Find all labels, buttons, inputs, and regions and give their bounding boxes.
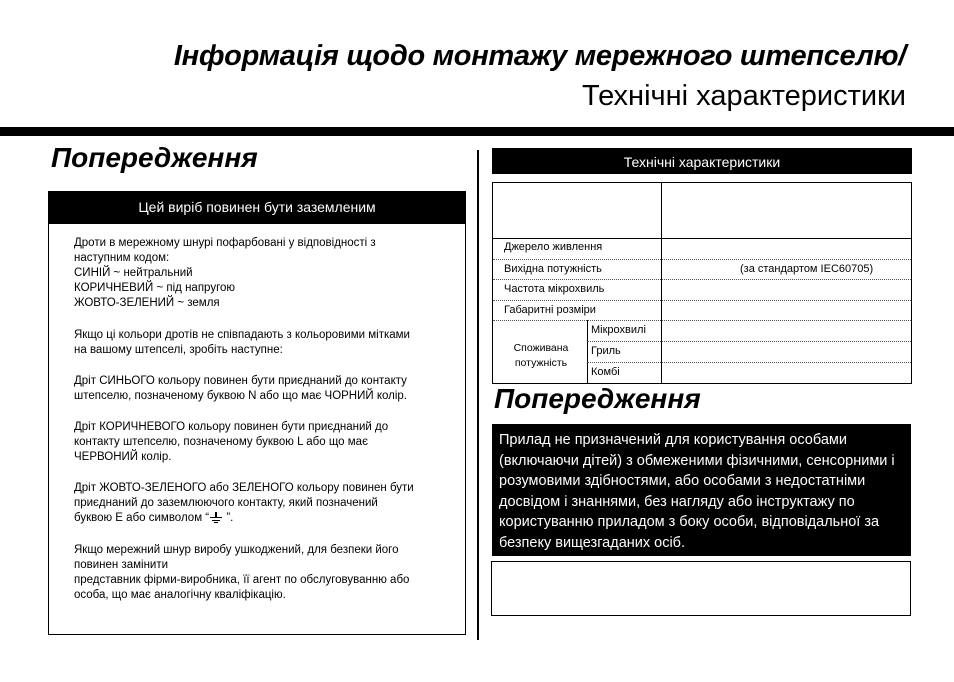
spec-label-dimensions: Габаритні розміри xyxy=(504,304,596,316)
left-warning-title: Попередження xyxy=(51,142,258,173)
spec-table xyxy=(492,182,912,384)
spec-column-divider xyxy=(661,183,662,383)
text-line: Якщо мережний шнур виробу ушкоджений, для безпеки його xyxy=(74,544,399,556)
spec-row-divider xyxy=(493,259,911,260)
page-title: Інформація щодо монтажу мережного штепселю/ xyxy=(173,40,906,72)
spec-label-frequency: Частота мікрохвиль xyxy=(504,283,605,295)
warning-text-box: Прилад не призначений для користування особами (включаючи дітей) з обмеженими фізичними, сенсорними і розумовими здібностями, або особами з недостатніми досвідом і знаннями, без нагляду або інструктажу по користуванню приладом з боку особи, відповідальної за безпеку вищезгаданих осіб. xyxy=(492,424,911,556)
text-line: контакту штепселю, позначеному буквою L або що має xyxy=(74,436,368,448)
blue-wire-paragraph xyxy=(74,374,459,404)
brown-wire-paragraph xyxy=(74,420,459,465)
text-line: ЧЕРВОНИЙ колір. xyxy=(74,451,172,463)
text-line: Якщо ці кольори дротів не співпадають з кольоровими мітками xyxy=(74,329,410,341)
text-line xyxy=(74,511,459,526)
spec-label-combi: Комбі xyxy=(591,366,620,378)
spec-label-power-source: Джерело живлення xyxy=(504,241,603,253)
text-line: СИНІЙ ~ нейтральний xyxy=(74,267,193,279)
spec-row-divider xyxy=(493,320,911,321)
text-line: повинен замінити xyxy=(74,559,169,571)
spec-label-grill: Гриль xyxy=(591,345,621,357)
spec-subcolumn-divider xyxy=(587,320,588,383)
text-line: представник фірми-виробника, її агент по обслуговуванню або xyxy=(74,574,410,586)
column-divider xyxy=(477,150,479,640)
spec-row-divider xyxy=(493,300,911,301)
page-subtitle: Технічні характеристики xyxy=(581,80,906,112)
spec-row-divider xyxy=(587,362,911,363)
text-line: на вашому штепселі, зробіть наступне: xyxy=(74,344,283,356)
text-line: особа, що має аналогічну кваліфікацію. xyxy=(74,589,286,601)
spec-top-divider xyxy=(493,238,911,239)
text-line: штепселю, позначеному буквою N або що має ЧОРНИЙ колір. xyxy=(74,390,407,402)
spec-label-microwave: Мікрохвилі xyxy=(591,324,646,336)
spec-label-consumption: Споживана потужність xyxy=(513,342,569,369)
mismatch-paragraph xyxy=(74,328,459,358)
spec-header: Технічні характеристики xyxy=(492,148,912,174)
spec-label-output-power: Вихідна потужність xyxy=(504,263,602,275)
text-line: ЖОВТО-ЗЕЛЕНИЙ ~ земля xyxy=(74,297,220,309)
text-fragment: ”. xyxy=(223,512,234,524)
right-warning-title: Попередження xyxy=(494,383,701,414)
text-line: Дріт ЖОВТО-ЗЕЛЕНОГО або ЗЕЛЕНОГО кольору повинен бути xyxy=(74,482,414,494)
spec-output-power-note: (за стандартом IEC60705) xyxy=(740,263,874,275)
text-line: Дроти в мережному шнурі пофарбовані у відповідності з xyxy=(74,237,376,249)
ground-symbol-icon xyxy=(209,512,223,522)
wire-color-code-paragraph xyxy=(74,236,459,311)
header-rule xyxy=(0,127,954,136)
text-fragment: буквою E або символом “ xyxy=(74,512,210,524)
spec-row-divider xyxy=(587,341,911,342)
damaged-cord-paragraph xyxy=(74,543,459,603)
spec-row-divider xyxy=(493,279,911,280)
text-line: КОРИЧНЕВИЙ ~ під напругою xyxy=(74,282,236,294)
text-line: приєднаний до заземлюючого контакту, який позначений xyxy=(74,497,378,509)
text-line: Дріт КОРИЧНЕВОГО кольору повинен бути приєднаний до xyxy=(74,421,389,433)
earth-wire-paragraph xyxy=(74,481,459,526)
text-line: наступним кодом: xyxy=(74,252,170,264)
grounding-box-header: Цей виріб повинен бути заземленим xyxy=(48,191,466,224)
text-line: Дріт СИНЬОГО кольору повинен бути приєднаний до контакту xyxy=(74,375,407,387)
empty-note-box xyxy=(491,561,911,616)
